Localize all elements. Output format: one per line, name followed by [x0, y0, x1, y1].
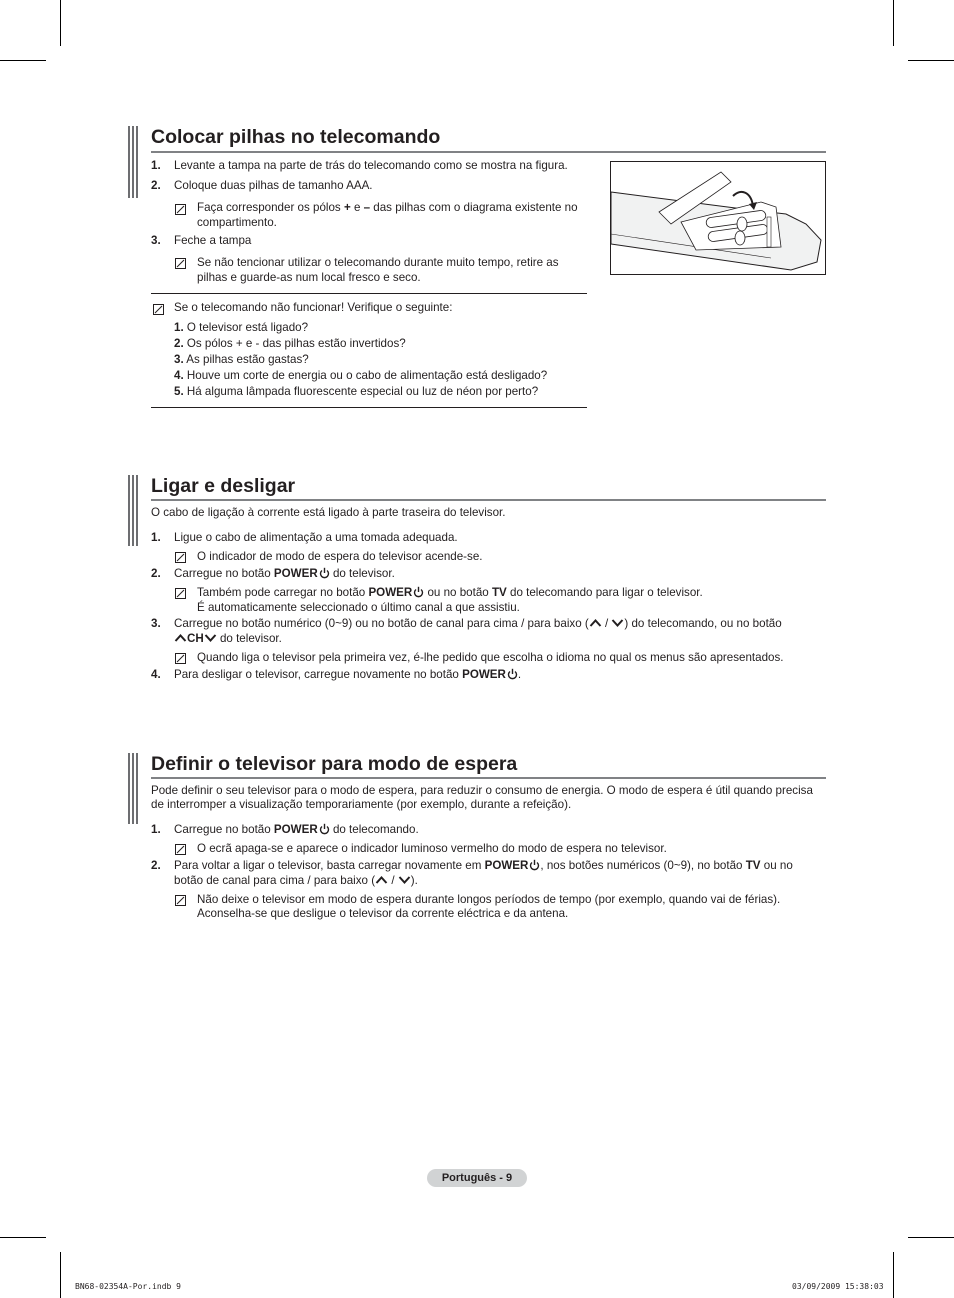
power-icon: [507, 668, 518, 680]
checklist-number: 1.: [174, 321, 184, 334]
power-icon: [319, 567, 330, 579]
checklist-text: Os pólos + e - das pilhas estão invertidos?: [183, 337, 406, 350]
section-bar: [128, 753, 139, 824]
note-icon: [175, 588, 186, 599]
step-text: Levante a tampa na parte de trás do telecomando como se mostra na figura.: [174, 159, 568, 172]
note-text: Aconselha-se que desligue o televisor da corrente eléctrica e da antena.: [197, 907, 569, 920]
note-text: Se não tencionar utilizar o telecomando durante muito tempo, retire as: [197, 256, 559, 269]
step-number: 2.: [151, 567, 161, 580]
step-text: botão de canal para cima / para baixo ( / ).: [174, 874, 418, 887]
note-text: Também pode carregar no botão POWER ou no botão TV do telecomando para ligar o televisor.: [197, 586, 703, 599]
note-icon: [175, 653, 186, 664]
section-bar: [128, 475, 139, 546]
checklist-text: Houve um corte de energia ou o cabo de alimentação está desligado?: [183, 369, 548, 382]
checklist-number: 2.: [174, 337, 184, 350]
step-number: 1.: [151, 823, 161, 836]
step-text: Carregue no botão numérico (0~9) ou no botão de canal para cima / para baixo ( / ) do telecomando, ou no botão: [174, 617, 782, 630]
checklist-item: [174, 352, 309, 367]
note-text: Não deixe o televisor em modo de espera durante longos períodos de tempo (por exemplo, quando vai de férias).: [197, 893, 781, 906]
checklist-text: As pilhas estão gastas?: [183, 353, 309, 366]
step-number: 2.: [151, 179, 161, 192]
chevron-up-icon: [375, 875, 388, 885]
crop-mark: [893, 1252, 894, 1298]
power-icon: [319, 823, 330, 835]
step-number: 1.: [151, 531, 161, 544]
section-title: Colocar pilhas no telecomando: [151, 126, 441, 148]
chevron-down-icon: [611, 618, 624, 628]
crop-mark: [0, 60, 46, 61]
note-text: O indicador de modo de espera do televisor acende-se.: [197, 550, 483, 563]
intro-text: O cabo de ligação à corrente está ligado à parte traseira do televisor.: [151, 506, 506, 519]
note-box-bottom-rule: [151, 407, 587, 408]
step-text: CH do televisor.: [174, 631, 282, 646]
note-text: Se o telecomando não funcionar! Verifique o seguinte:: [174, 301, 453, 314]
crop-mark: [893, 0, 894, 46]
power-icon: [413, 586, 424, 598]
chevron-down-icon: [204, 633, 217, 643]
step-number: 1.: [151, 159, 161, 172]
intro-text: Pode definir o seu televisor para o modo de espera, para reduzir o consumo de energia. O modo de espera é útil quando precisa: [151, 784, 813, 797]
step-text: Carregue no botão POWER do telecomando.: [174, 823, 419, 836]
checklist-number: 4.: [174, 369, 184, 382]
note-icon: [175, 258, 186, 269]
section-rule: [151, 499, 826, 501]
print-slug-right: 03/09/2009 15:38:03: [792, 1282, 884, 1291]
crop-mark: [0, 1237, 46, 1238]
checklist-item: [174, 384, 538, 399]
step-text: Feche a tampa: [174, 234, 252, 247]
chevron-down-icon: [398, 875, 411, 885]
power-icon: [529, 859, 540, 871]
page-number-badge: Português - 9: [427, 1169, 527, 1187]
step-number: 3.: [151, 234, 161, 247]
step-number: 2.: [151, 859, 161, 872]
remote-battery-illustration: [610, 161, 826, 275]
crop-mark: [60, 1252, 61, 1298]
section-title: Definir o televisor para modo de espera: [151, 753, 518, 775]
step-text: Ligue o cabo de alimentação a uma tomada adequada.: [174, 531, 458, 544]
checklist-number: 3.: [174, 353, 184, 366]
note-text: É automaticamente seleccionado o último canal a que assistiu.: [197, 601, 520, 614]
note-icon: [175, 204, 186, 215]
step-number: 3.: [151, 617, 161, 630]
intro-text: de interromper a visualização temporariamente (por exemplo, durante a refeição).: [151, 798, 572, 811]
section-rule: [151, 151, 826, 153]
note-text: Quando liga o televisor pela primeira vez, é-lhe pedido que escolha o idioma no qual os menus são apresentados.: [197, 651, 784, 664]
checklist-item: [174, 320, 308, 335]
checklist-item: [174, 368, 547, 383]
checklist-number: 5.: [174, 385, 184, 398]
note-icon: [175, 552, 186, 563]
step-text: Para desligar o televisor, carregue novamente no botão POWER .: [174, 668, 522, 681]
note-text: pilhas e guarde-as num local fresco e seco.: [197, 271, 421, 284]
crop-mark: [60, 0, 61, 46]
checklist-text: Há alguma lâmpada fluorescente especial ou luz de néon por perto?: [183, 385, 539, 398]
note-text: compartimento.: [197, 216, 277, 229]
crop-mark: [908, 1237, 954, 1238]
chevron-up-icon: [174, 633, 187, 643]
note-icon: [175, 844, 186, 855]
step-text: Carregue no botão POWER do televisor.: [174, 567, 395, 580]
section-title: Ligar e desligar: [151, 475, 296, 497]
crop-mark: [908, 60, 954, 61]
note-box-top-rule: [151, 293, 587, 294]
note-icon: [175, 895, 186, 906]
section-rule: [151, 777, 826, 779]
note-icon: [153, 304, 164, 315]
chevron-up-icon: [589, 618, 602, 628]
checklist-item: [174, 336, 406, 351]
note-text: Faça corresponder os pólos + e – das pilhas com o diagrama existente no: [197, 201, 578, 214]
note-text: O ecrã apaga-se e aparece o indicador luminoso vermelho do modo de espera no televisor.: [197, 842, 667, 855]
print-slug-left: BN68-02354A-Por.indb 9: [75, 1282, 181, 1291]
section-bar: [128, 126, 139, 198]
step-text: Para voltar a ligar o televisor, basta carregar novamente em POWER , nos botões numéricos (0~9), no botão TV ou no: [174, 859, 793, 872]
step-text: Coloque duas pilhas de tamanho AAA.: [174, 179, 373, 192]
step-number: 4.: [151, 668, 161, 681]
checklist-text: O televisor está ligado?: [183, 321, 309, 334]
